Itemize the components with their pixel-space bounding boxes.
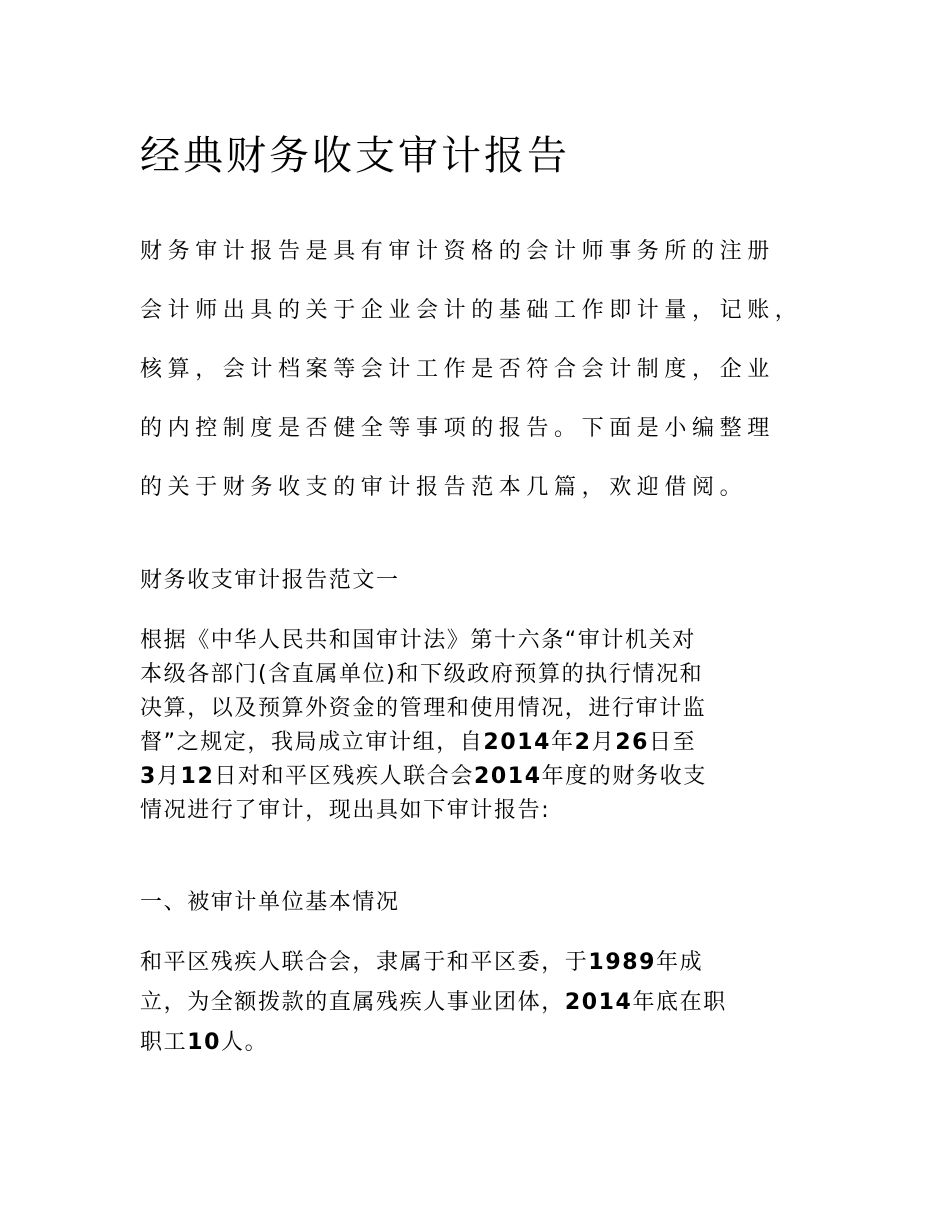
subheading: 一、被审计单位基本情况: [140, 890, 400, 915]
number-value: 10: [187, 1030, 222, 1055]
paragraph-line: [140, 946, 727, 980]
paragraph-line: [140, 1026, 727, 1060]
text-segment: 和平区残疾人联合会，隶属于和平区委，于: [140, 950, 589, 975]
text-segment: 年成: [656, 950, 704, 975]
text-segment: 年底在职: [632, 990, 727, 1015]
number-value: 2014: [564, 990, 633, 1015]
text-segment: 月: [156, 764, 181, 789]
number-value: 2014: [483, 730, 552, 755]
paragraph-line: [140, 726, 707, 760]
body-paragraph-1: [140, 624, 707, 828]
text-segment: 年度的财务收支: [541, 764, 707, 789]
paragraph-line: 本级各部门(含直属单位)和下级政府预算的执行情况和: [140, 662, 704, 687]
intro-paragraph: [140, 225, 840, 520]
paragraph-line: 决算，以及预算外资金的管理和使用情况，进行审计监: [140, 696, 707, 721]
paragraph-line: [140, 760, 707, 794]
number-value: 3: [140, 764, 157, 789]
text-segment: 日对和平区残疾人联合会: [214, 764, 474, 789]
number-value: 1989: [588, 950, 657, 975]
paragraph-line: 根据《中华人民共和国审计法》第十六条“审计机关对: [140, 628, 696, 653]
paragraph-line: [140, 986, 727, 1020]
text-segment: 立，为全额拨款的直属残疾人事业团体，: [140, 990, 565, 1015]
text-segment: 督”之规定，我局成立审计组，自: [140, 730, 484, 755]
text-segment: 年: [551, 730, 575, 755]
intro-line: 核算，会计档案等会计工作是否符合会计制度，企业: [140, 357, 775, 382]
text-segment: 职工: [140, 1030, 188, 1055]
intro-line: 的关于财务收支的审计报告范本几篇，欢迎借阅。: [140, 475, 748, 500]
intro-line: 财务审计报告是具有审计资格的会计师事务所的注册: [140, 239, 775, 264]
intro-line: 的内控制度是否健全等事项的报告。下面是小编整理: [140, 416, 775, 441]
number-value: 2014: [473, 764, 542, 789]
document-title: 经典财务收支审计报告: [140, 133, 570, 179]
intro-line: 会计师出具的关于企业会计的基础工作即计量，记账，: [140, 298, 803, 323]
paragraph-line: 情况进行了审计，现出具如下审计报告:: [140, 798, 551, 823]
number-value: 12: [180, 764, 215, 789]
text-segment: 人。: [221, 1030, 269, 1055]
text-segment: 月: [591, 730, 616, 755]
section-heading: 财务收支审计报告范文一: [140, 568, 400, 593]
number-value: 2: [574, 730, 592, 755]
text-segment: 日至: [649, 730, 697, 755]
number-value: 26: [615, 730, 650, 755]
body-paragraph-2: [140, 946, 727, 1060]
